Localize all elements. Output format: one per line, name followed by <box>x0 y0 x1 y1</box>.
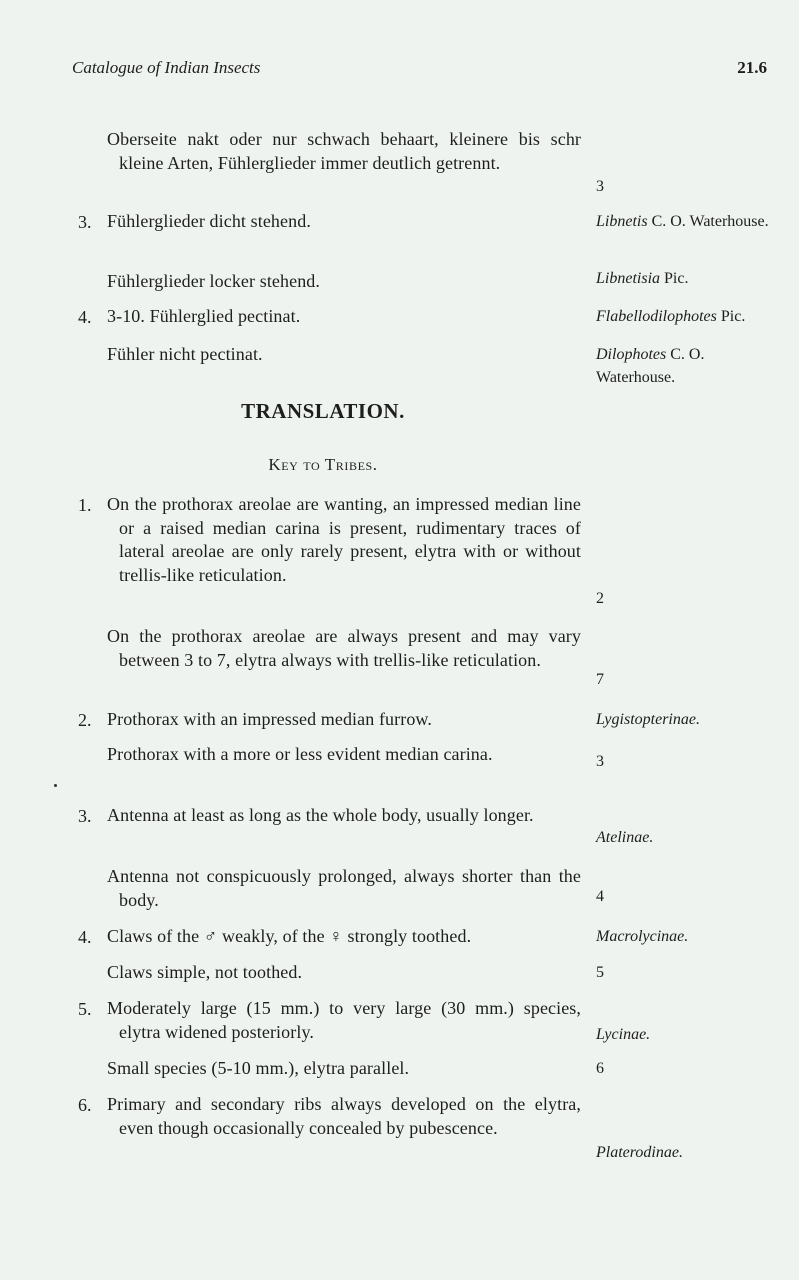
key-to-tribes-heading: Key to Tribes. <box>268 455 378 474</box>
stray-dot <box>54 784 57 787</box>
entry-ref: Dilophotes C. O. Waterhouse. <box>596 346 705 386</box>
entry-ref: Lygistopterinae. <box>596 711 700 728</box>
entry-number: 4. <box>78 307 92 327</box>
entry-ref: Libnetisia Pic. <box>596 270 689 287</box>
entry-text: Claws of the ♂ weakly, of the ♀ strongly toothed. <box>107 926 472 946</box>
entry-text: Antenna at least as long as the whole body, usually longer. <box>107 805 534 825</box>
entry-ref: Macrolycinae. <box>596 928 689 945</box>
entry-ref: Lycinae. <box>596 1026 651 1043</box>
entry-number: 2. <box>78 710 92 730</box>
entry-text: 3-10. Fühlerglied pectinat. <box>107 306 301 326</box>
entry-text: Fühlerglieder locker stehend. <box>107 271 321 291</box>
entry-ref: 2 <box>596 590 604 607</box>
entry-ref: 3 <box>596 178 604 195</box>
entry-text: Fühlerglieder dicht stehend. <box>107 211 311 231</box>
entry-number: 6. <box>78 1095 92 1115</box>
page-number: 21.6 <box>737 58 767 77</box>
entry-text: Fühler nicht pectinat. <box>107 344 263 364</box>
entry-text: On the prothorax areolae are wanting, an impressed median line or a raised median carina is present, rudimentary traces of lateral areolae are only rarely present, elytra with or without trellis-like reticulation. <box>107 494 582 585</box>
entry-text: Moderately large (15 mm.) to very large (30 mm.) species, elytra widened posteriorly. <box>107 998 582 1042</box>
entry-text: On the prothorax areolae are always present and may vary between 3 to 7, elytra always with trellis-like reticulation. <box>107 626 581 670</box>
entry-text: Small species (5-10 mm.), elytra parallel. <box>107 1058 410 1078</box>
running-title: Catalogue of Indian Insects <box>72 58 261 77</box>
entry-ref: Flabellodilophotes Pic. <box>596 308 746 325</box>
entry-ref: 3 <box>596 753 604 770</box>
entry-number: 3. <box>78 212 92 232</box>
entry-ref: 6 <box>596 1060 604 1077</box>
entry-ref: Atelinae. <box>596 829 654 846</box>
entry-ref: Libnetis C. O. Waterhouse. <box>596 213 769 230</box>
entry-text: Primary and secondary ribs always developed on the elytra, even though occasionally concealed by pubescence. <box>107 1094 581 1138</box>
entry-number: 3. <box>78 806 92 826</box>
running-head <box>72 58 767 78</box>
translation-heading: TRANSLATION. <box>241 399 405 423</box>
entry-number: 1. <box>78 495 92 515</box>
entry-text: Claws simple, not toothed. <box>107 962 303 982</box>
entry-ref: Platerodinae. <box>596 1144 683 1161</box>
entry-ref: 7 <box>596 671 604 688</box>
entry-number: 4. <box>78 927 92 947</box>
entry-ref: 4 <box>596 888 604 905</box>
entry-ref: 5 <box>596 964 604 981</box>
entry-number: 5. <box>78 999 92 1019</box>
entry-text: Prothorax with an impressed median furrow. <box>107 709 432 729</box>
entry-text: Antenna not conspicuously prolonged, always shorter than the body. <box>107 866 581 910</box>
entry-text: Oberseite nakt oder nur schwach behaart, kleinere bis schr kleine Arten, Fühlerglieder immer deutlich getrennt. <box>107 129 582 173</box>
entry-text: Prothorax with a more or less evident median carina. <box>107 744 493 764</box>
